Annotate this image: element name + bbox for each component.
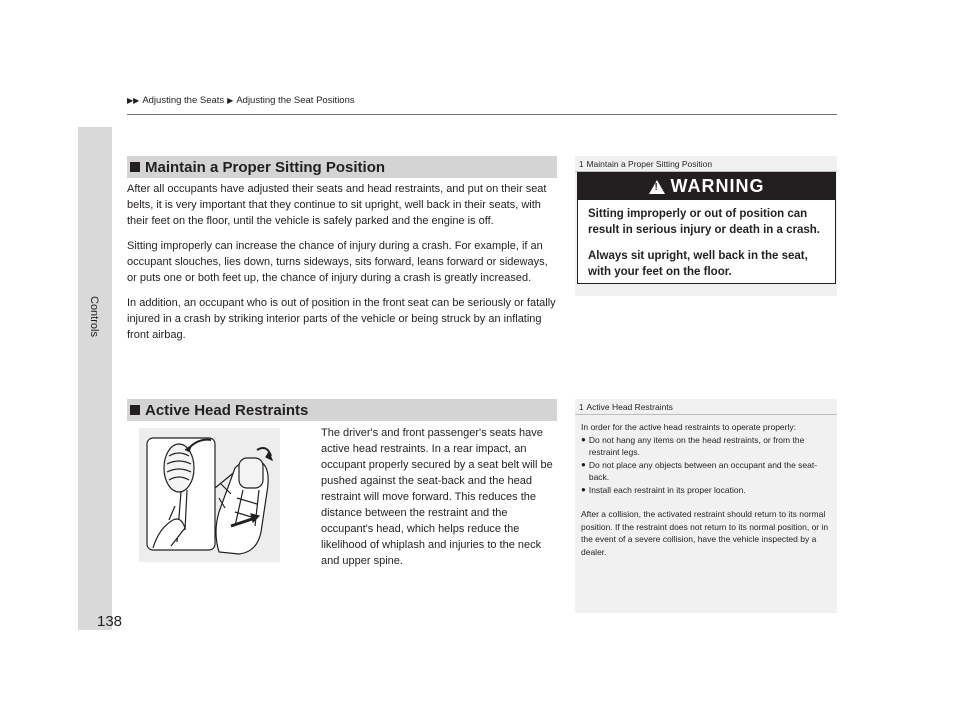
warning-header [578,173,835,200]
section-title: Active Head Restraints [145,401,309,419]
warning-line: Sitting improperly or out of position can result in serious injury or death in a crash. [588,208,820,236]
sidebar-caption [575,156,837,172]
list-item-text: Install each restraint in its proper location. [588,484,746,495]
square-bullet-icon [130,162,140,172]
warning-icon [649,180,665,194]
caption-marker: 1 [579,402,584,412]
paragraph: Sitting improperly can increase the chance of injury during a crash. For example, if an occupant slouches, lies down, turns sideways, sits forward, leans forward or sideways, or puts one or both feet up, the chance of injury during a crash is greatly increased. [127,240,548,284]
paragraph: After all occupants have adjusted their seats and head restraints, and put on their seat belts, it is very important that they continue to sit upright, well back in their seats, with their feet on the floor, until the vehicle is safely parked and the engine is off. [127,183,547,227]
sidebar-paragraph: After a collision, the activated restraint should return to its normal position. If the restraint does not return to its normal position, or in the event of a severe collision, have the vehicle inspected by a dealer. [581,509,829,557]
section-heading-sitting [127,156,557,178]
paragraph: In addition, an occupant who is out of position in the front seat can be seriously or fatally injured in a crash by striking interior parts of the vehicle or being struck by an inflating front airbag. [127,297,556,341]
sidebar-caption-text: Active Head Restraints [586,402,673,412]
bullet-icon: ● [581,434,586,444]
list-item [581,484,831,497]
list-item-text: Do not place any objects between an occupant and the seat-back. [588,459,818,482]
warning-box [577,172,836,284]
list-item-text: Do not hang any items on the head restraints, or from the restraint legs. [588,434,805,457]
caption-marker: 1 [579,159,584,169]
side-tab [78,127,112,630]
section-body-head-restraints [321,425,559,578]
breadcrumb-arrow-icon: ▶ [227,96,234,105]
warning-line: Always sit upright, well back in the seat, with your feet on the floor. [588,250,808,278]
head-restraint-illustration [139,428,280,562]
square-bullet-icon [130,405,140,415]
bullet-icon: ● [581,459,586,469]
warning-label: WARNING [670,176,765,196]
header-rule [127,114,837,115]
list-item [581,434,831,459]
breadcrumb-arrow-icon: ▶▶ [127,96,140,105]
sidebar-intro: In order for the active head restraints to operate properly: [581,422,796,432]
list-item [581,459,831,484]
section-title: Maintain a Proper Sitting Position [145,158,386,176]
breadcrumb-item-1[interactable]: Adjusting the Seats [142,95,225,106]
paragraph: The driver's and front passenger's seats have active head restraints. In a rear impact, an occupant properly secured by a seat belt will be pushed against the seat-back and the head restraint will move forward. This reduces the distance between the restraint and the occupant's head, which helps reduce the likelihood of whiplash and injuries to the neck and upper spine. [321,427,553,567]
side-tab-label: Controls [88,296,100,337]
section-heading-head-restraints [127,399,557,421]
side-tab-label-wrap [88,296,102,346]
sidebar-body [575,415,837,558]
section-body-sitting [127,181,559,352]
breadcrumb-item-2[interactable]: Adjusting the Seat Positions [236,95,355,106]
breadcrumb [127,95,355,106]
page-number: 138 [97,613,123,630]
sidebar-caption-text: Maintain a Proper Sitting Position [586,159,713,169]
bullet-icon: ● [581,484,586,494]
warning-body [578,200,835,296]
sidebar-head-restraints [575,399,837,613]
sidebar-caption [575,399,837,415]
